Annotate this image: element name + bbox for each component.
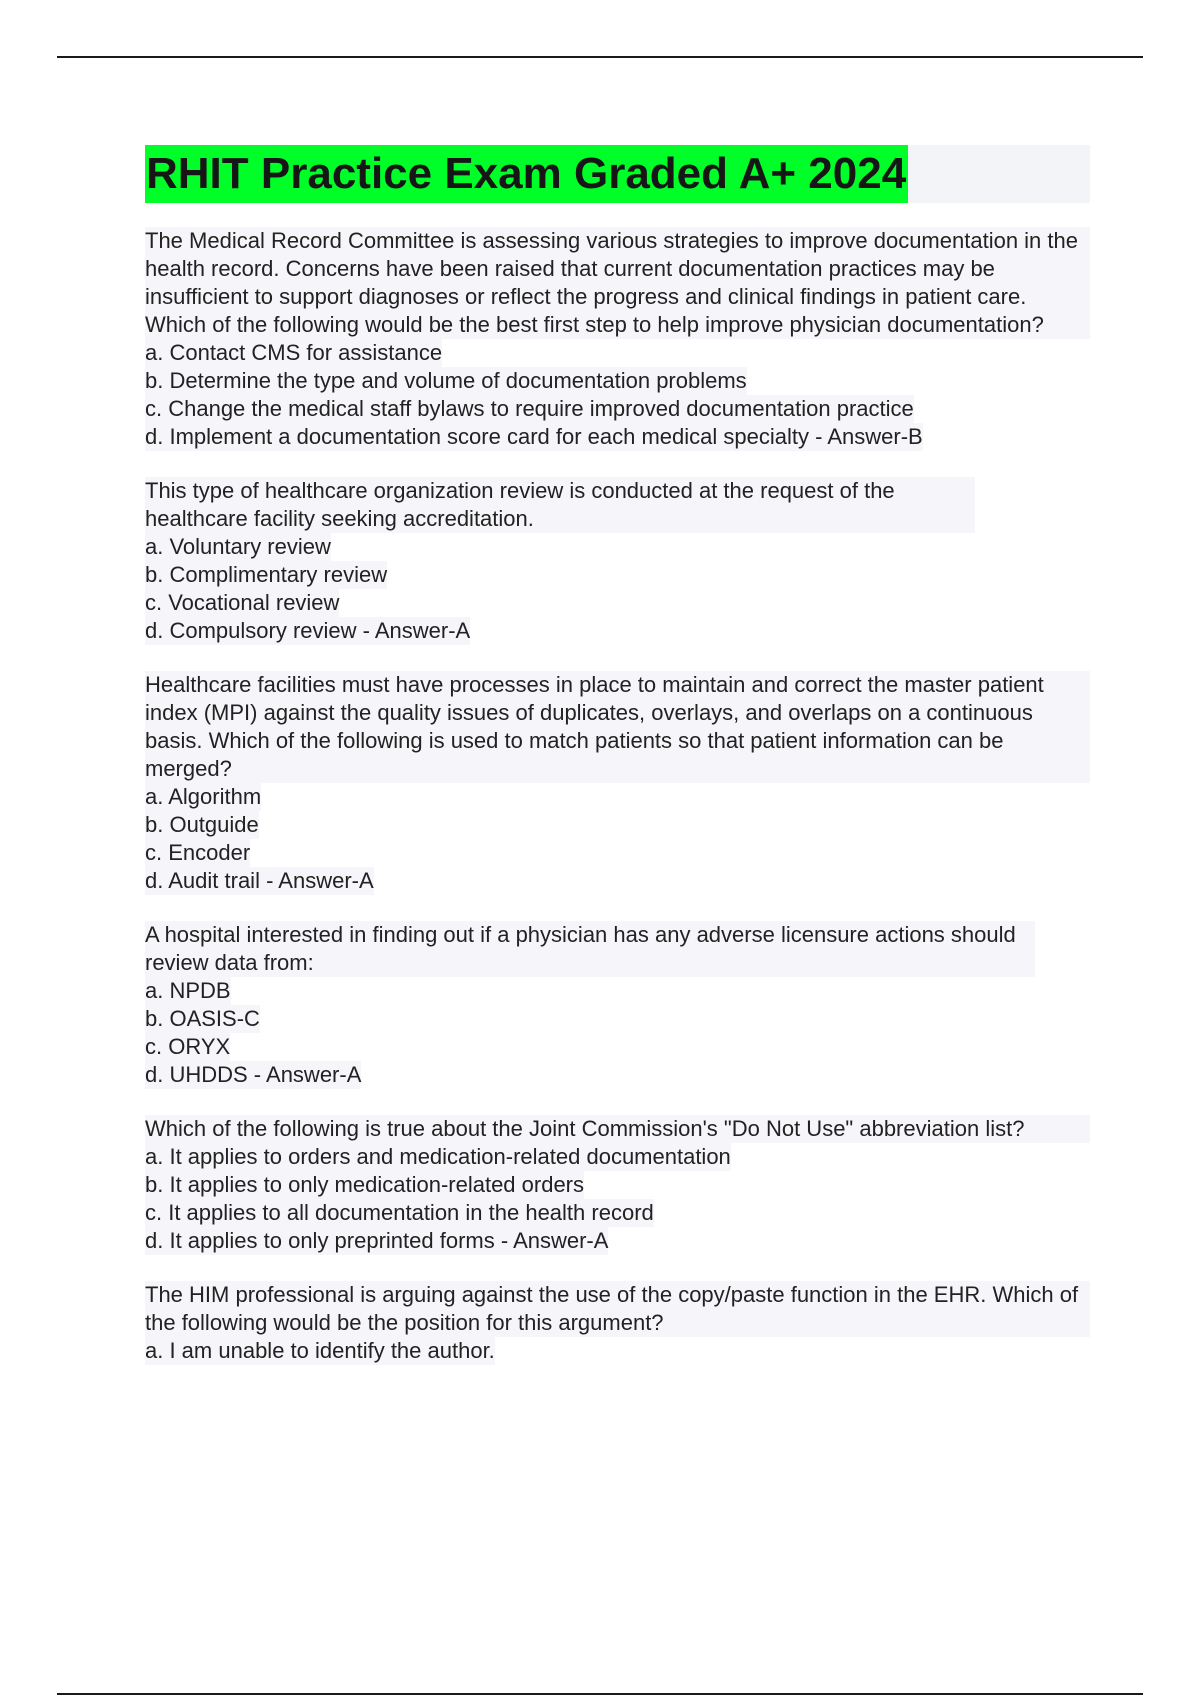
question-4	[145, 921, 1090, 1089]
question-5	[145, 1115, 1090, 1255]
answer-option: b. OASIS-C	[145, 1006, 260, 1031]
answer-option: d. Compulsory review - Answer-A	[145, 618, 471, 643]
answer-option: a. NPDB	[145, 978, 231, 1003]
answer-option: c. Vocational review	[145, 590, 340, 615]
question-text: A hospital interested in finding out if a physician has any adverse licensure actions should review data from:	[145, 921, 1035, 977]
question-text: This type of healthcare organization review is conducted at the request of the healthcare facility seeking accreditation.	[145, 477, 975, 533]
document-title: RHIT Practice Exam Graded A+ 2024	[145, 145, 908, 203]
answer-option: a. Contact CMS for assistance	[145, 340, 443, 365]
answer-option: d. It applies to only preprinted forms - Answer-A	[145, 1228, 609, 1253]
answer-option: b. Complimentary review	[145, 562, 388, 587]
question-3	[145, 671, 1090, 895]
question-6	[145, 1281, 1090, 1365]
answer-option: b. Determine the type and volume of documentation problems	[145, 368, 747, 393]
question-text: The HIM professional is arguing against the use of the copy/paste function in the EHR. Which of the following would be the position for this argument?	[145, 1281, 1090, 1337]
answer-option: b. It applies to only medication-related orders	[145, 1172, 585, 1197]
question-text: The Medical Record Committee is assessing various strategies to improve documentation in the health record. Concerns have been raised that current documentation practices may be insufficient to support diagnoses or reflect the progress and clinical findings in patient care. Which of the following would be the best first step to help improve physician documentation?	[145, 227, 1090, 339]
answer-option: c. ORYX	[145, 1034, 231, 1059]
top-rule	[57, 56, 1143, 58]
answer-option: a. Voluntary review	[145, 534, 331, 559]
question-text: Healthcare facilities must have processes in place to maintain and correct the master patient index (MPI) against the quality issues of duplicates, overlays, and overlaps on a continuous basis. Which of the following is used to match patients so that patient information can be merged?	[145, 671, 1090, 783]
answer-option: a. I am unable to identify the author.	[145, 1338, 495, 1363]
question-1	[145, 227, 1090, 451]
answer-option: a. It applies to orders and medication-related documentation	[145, 1144, 731, 1169]
answer-option: c. Encoder	[145, 840, 251, 865]
document-body	[145, 145, 1090, 1391]
question-text: Which of the following is true about the Joint Commission's "Do Not Use" abbreviation list?	[145, 1115, 1090, 1143]
answer-option: a. Algorithm	[145, 784, 262, 809]
answer-option: c. Change the medical staff bylaws to require improved documentation practice	[145, 396, 914, 421]
answer-option: d. Audit trail - Answer-A	[145, 868, 374, 893]
answer-option: d. Implement a documentation score card for each medical specialty - Answer-B	[145, 424, 923, 449]
question-2	[145, 477, 1090, 645]
answer-option: b. Outguide	[145, 812, 259, 837]
answer-option: c. It applies to all documentation in the health record	[145, 1200, 654, 1225]
bottom-rule	[57, 1693, 1143, 1695]
title-banner	[145, 145, 1090, 203]
answer-option: d. UHDDS - Answer-A	[145, 1062, 362, 1087]
